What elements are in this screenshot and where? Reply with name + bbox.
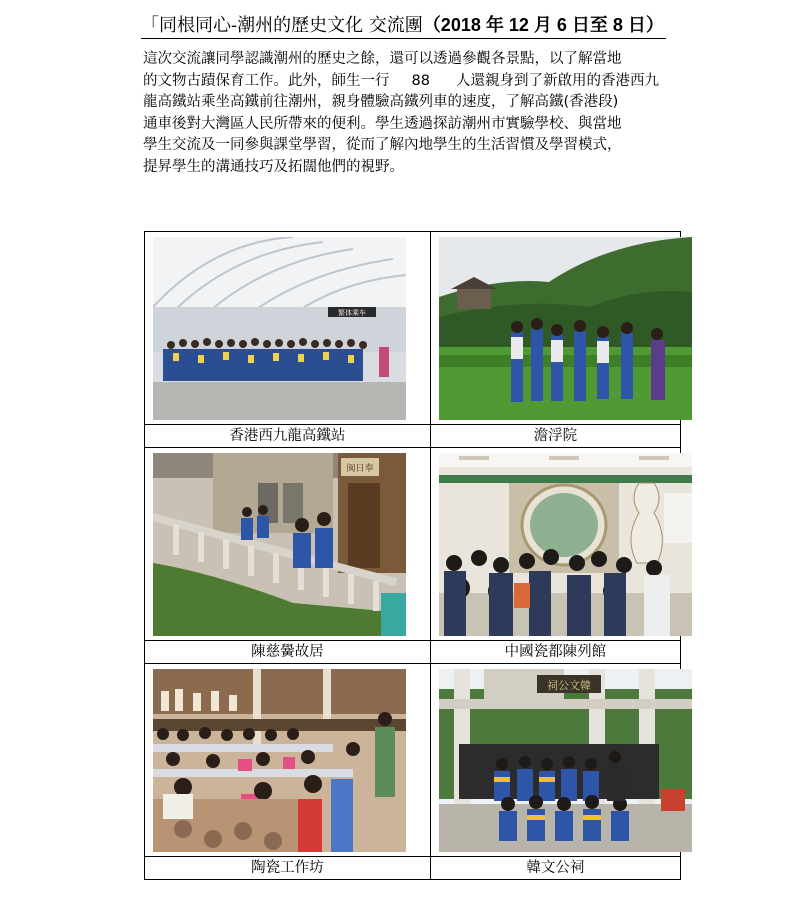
photo-pottery-workshop xyxy=(153,669,406,852)
participant-count: 88 xyxy=(411,72,430,89)
temple-sign-text: 祠公文韓 xyxy=(546,679,591,692)
photo-caption: 韓文公祠 xyxy=(430,857,680,880)
photo-garden xyxy=(439,237,692,420)
intro-line: 通車後對大灣區人民所帶來的便利。學生透過探訪潮州市實驗學校、與當地 xyxy=(143,115,622,132)
intro-line: 這次交流讓同學認識潮州的歷史之餘，還可以透過參觀各景點，以了解當地 xyxy=(143,51,622,67)
photo-cell xyxy=(145,448,431,641)
intro-paragraph xyxy=(143,49,703,178)
intro-line: 提昇學生的溝通技巧及拓闊他們的視野。 xyxy=(143,158,404,175)
photo-caption: 香港西九龍高鐵站 xyxy=(145,425,431,448)
photo-cell xyxy=(145,232,431,425)
title-text: 「同根同心-潮州的歷史文化 交流團 xyxy=(141,15,423,36)
intro-line-part: 人還親身到了新啟用的香港西九 xyxy=(455,72,659,89)
intro-line xyxy=(143,71,703,93)
photo-mansion xyxy=(153,453,406,636)
photo-cell xyxy=(430,448,680,641)
photo-table xyxy=(144,231,681,880)
photo-cell xyxy=(430,232,680,425)
title-underline xyxy=(141,38,666,39)
photo-cell xyxy=(145,664,431,857)
intro-line: 龍高鐵站乘坐高鐵前往潮州，親身體驗高鐵列車的速度，了解高鐵(香港段) xyxy=(143,94,619,110)
house-sign-text: 闽日奉 xyxy=(346,464,374,474)
page-title xyxy=(141,12,701,40)
photo-caption: 陳慈黌故居 xyxy=(145,641,431,664)
photo-han-yu-temple xyxy=(439,669,692,852)
photo-caption: 澹浮院 xyxy=(430,425,680,448)
title-date: （2018 年 12 月 6 日至 8 日） xyxy=(422,15,664,35)
station-sign-text: 繁体乘车 xyxy=(338,309,366,317)
photo-caption: 陶瓷工作坊 xyxy=(145,857,431,880)
photo-cell xyxy=(430,664,680,857)
intro-line-part: 的文物古蹟保育工作。此外，師生一行 xyxy=(143,72,390,89)
photo-porcelain-museum xyxy=(439,453,692,636)
intro-line: 學生交流及一同參與課堂學習，從而了解內地學生的生活習慣及學習模式， xyxy=(143,137,622,153)
photo-station xyxy=(153,237,406,420)
photo-caption: 中國瓷都陳列館 xyxy=(430,641,680,664)
